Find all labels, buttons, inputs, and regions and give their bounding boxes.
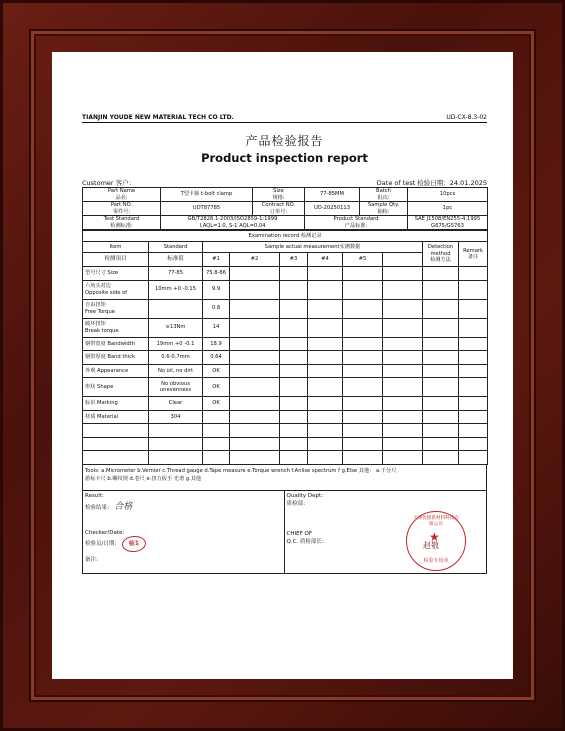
row-item: 钢带厚度 Band thick — [83, 351, 149, 365]
col-sample-actual: Sample actual measurement实测数据 — [203, 242, 423, 253]
quality-dept-label: Quality Dept: — [286, 492, 324, 499]
part-no-label: Part NO. 零件号: — [83, 202, 161, 216]
examination-record-title: Examination record 检测记录 — [83, 231, 488, 242]
col-sample-2: #2 — [230, 253, 280, 267]
customer-label: Customer 客户： — [82, 179, 136, 187]
table-row — [83, 397, 488, 411]
report-header-row — [82, 114, 487, 123]
table-row — [83, 364, 488, 378]
row-value-1: 0.64 — [203, 351, 230, 365]
quality-dept-cn: 质检部： — [286, 500, 309, 507]
part-name-label: Part Name 品名: — [83, 188, 161, 202]
table-row — [83, 267, 488, 281]
test-date — [377, 178, 487, 187]
size-label: Size 规格: — [253, 188, 305, 202]
table-row-empty — [83, 451, 488, 465]
test-standard-value: GB/T2828.1-2003/ISO2859-1:1999 Ⅰ,AQL=1.0, S-1 AQL=0.04 — [161, 216, 305, 230]
row-value-1: 75.8-86 — [203, 267, 230, 281]
tools-line-1: Tools: a.Micrometer b.Vernier c.Thread gauge d.Tape measure e.Torque wrench f.Anlise spectrum f g.Else 其他： a.千分尺 — [85, 467, 397, 474]
col-item-cn: 检测项目 — [83, 253, 149, 267]
checker-label: Checker/Date: — [85, 529, 125, 536]
chief-signature: 赵敬 — [423, 540, 439, 550]
table-row — [83, 410, 488, 424]
date-value: 24.01.2025 — [449, 179, 487, 187]
col-detection-method: Detection method 检测方法 — [423, 242, 459, 267]
col-standard-cn: 标准值 — [149, 253, 203, 267]
info-table — [82, 187, 488, 230]
row-standard: Clear — [149, 397, 203, 411]
row-standard — [149, 299, 203, 318]
row-item: 自由扭矩 Free Torque — [83, 299, 149, 318]
inspection-report — [82, 114, 487, 574]
company-name: TIANJIN YOUDE NEW MATERIAL TECH CO LTD. — [82, 114, 234, 121]
contract-value: UD-20250113 — [305, 202, 360, 216]
result-checker-box — [83, 491, 285, 573]
col-remark: Remark 备注 — [459, 242, 488, 267]
table-row — [83, 299, 488, 318]
row-standard: 0.6-0.7mm — [149, 351, 203, 365]
inspector-stamp: 检1 — [121, 534, 146, 552]
row-standard: 304 — [149, 410, 203, 424]
certificate-paper — [52, 52, 513, 679]
row-item: 六角头对边 Opposite side of — [83, 280, 149, 299]
size-value: 77-85MM — [305, 188, 360, 202]
contract-label: Contract NO. 订单号: — [253, 202, 305, 216]
checker-label-cn: 检验员/日期： — [85, 540, 120, 547]
batch-label: Batch 批次: — [360, 188, 408, 202]
col-sample-5: #5 — [343, 253, 383, 267]
row-value-1: OK — [203, 397, 230, 411]
col-sample-4: #4 — [308, 253, 343, 267]
date-label: Date of test 检验日期： — [376, 179, 450, 187]
result-value: 合格 — [114, 501, 133, 512]
seal-caption: 检验专用章 — [423, 557, 449, 564]
row-value-1: OK — [203, 364, 230, 378]
part-name-value: T型卡箍 t-bolt clamp — [161, 188, 253, 202]
row-value-1: 18.9 — [203, 337, 230, 351]
row-item: 型号尺寸 Size — [83, 267, 149, 281]
row-item: 破坏扭矩 Break torque — [83, 318, 149, 337]
result-row — [85, 499, 282, 512]
product-standard-value: SAE J1508/EN255-4:1995 G675/G5763 — [408, 216, 488, 230]
meta-row — [82, 178, 487, 187]
table-row-empty — [83, 437, 488, 451]
document-code: UD-CX-8.3-02 — [446, 114, 487, 121]
product-standard-label: Product Standard 产品标准: — [305, 216, 408, 230]
row-standard: No oil, no dirt — [149, 364, 203, 378]
row-standard: 10mm +0 -0.15 — [149, 280, 203, 299]
col-item: Item — [83, 242, 149, 253]
row-standard: 77-85 — [149, 267, 203, 281]
row-item: 标识 Marking — [83, 397, 149, 411]
row-standard: ≥13Nm — [149, 318, 203, 337]
col-standard: Standard — [149, 242, 203, 253]
row-item: 外观 Appearance — [83, 364, 149, 378]
part-no-value: UDT87785 — [161, 202, 253, 216]
row-standard: No obvious unevenness — [149, 378, 203, 397]
row-item: 钢带宽度 Bandwidth — [83, 337, 149, 351]
result-label-cn: 检验结果： — [85, 504, 113, 511]
col-sample-3: #3 — [280, 253, 308, 267]
row-value-1: 0.8 — [203, 299, 230, 318]
table-row — [83, 378, 488, 397]
row-value-1: 9.9 — [203, 280, 230, 299]
report-title-en: Product inspection report — [201, 151, 368, 165]
chief-label: CHIEF OF — [286, 530, 312, 537]
quality-dept-box — [285, 491, 487, 573]
row-item: 形状 Shape — [83, 378, 149, 397]
report-title-cn: 产品检验报告 — [245, 134, 324, 148]
seal-ring-text: 天津优德新材料科技有限公司 — [413, 515, 459, 527]
test-standard-label: Test Standard 检测标准: — [83, 216, 161, 230]
table-row — [83, 280, 488, 299]
sample-value: 1pc — [408, 202, 488, 216]
table-row — [83, 318, 488, 337]
result-label: Result: — [85, 492, 104, 499]
sample-label: Sample Qty. 抽检: — [360, 202, 408, 216]
col-sample-extra — [383, 253, 423, 267]
table-row — [83, 351, 488, 365]
row-value-1: OK — [203, 378, 230, 397]
examination-table — [82, 230, 488, 465]
signature-section — [82, 491, 487, 574]
row-value-1 — [203, 410, 230, 424]
qc-label: Q.C. 质检部长： — [286, 538, 328, 545]
batch-value: 10pcs — [408, 188, 488, 202]
table-row — [83, 337, 488, 351]
notes-label: 备注: — [85, 556, 98, 563]
tools-line-2: 游标卡尺 b.螺纹规 d.卷尺 e.扭力扳手 光谱 g.其他 — [85, 475, 202, 482]
customer — [82, 178, 135, 187]
seal-star-icon: ★ — [429, 529, 440, 544]
table-row-empty — [83, 424, 488, 438]
checker-row — [85, 536, 282, 552]
tools-legend — [82, 465, 487, 491]
row-value-1: 14 — [203, 318, 230, 337]
row-item: 材质 Material — [83, 410, 149, 424]
company-seal — [406, 511, 466, 571]
col-sample-1: #1 — [203, 253, 230, 267]
row-standard: 19mm +0 -0.1 — [149, 337, 203, 351]
